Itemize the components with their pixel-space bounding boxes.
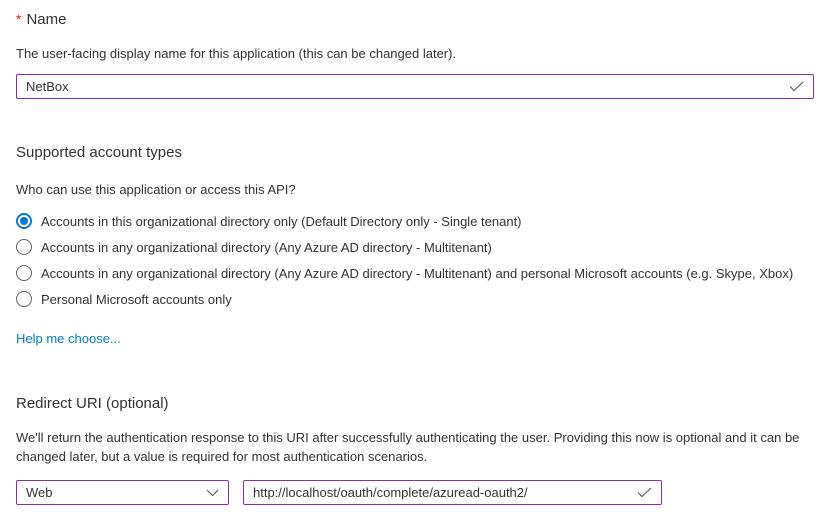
- radio-label: Accounts in this organizational directory only (Default Directory only - Single tenant): [41, 213, 522, 229]
- name-input[interactable]: [26, 79, 789, 94]
- help-me-choose-link[interactable]: Help me choose...: [16, 331, 121, 346]
- platform-select[interactable]: [16, 480, 229, 505]
- platform-select-value: Web: [26, 485, 53, 500]
- name-input-field[interactable]: [16, 74, 814, 99]
- radio-button[interactable]: [16, 239, 32, 255]
- redirect-uri-input-field[interactable]: [243, 480, 662, 505]
- radio-button[interactable]: [16, 291, 32, 307]
- radio-label: Accounts in any organizational directory (Any Azure AD directory - Multitenant) and personal Microsoft accounts (e.g. Skype, Xbox): [41, 265, 794, 281]
- chevron-down-icon: [206, 489, 219, 497]
- account-type-radio-group: [16, 208, 814, 312]
- radio-label: Personal Microsoft accounts only: [41, 291, 232, 307]
- name-section-title: [16, 10, 814, 29]
- radio-button[interactable]: [16, 265, 32, 281]
- redirect-uri-input[interactable]: [253, 485, 637, 500]
- required-asterisk: *: [16, 11, 22, 27]
- redirect-uri-section: [16, 394, 814, 505]
- name-description: The user-facing display name for this application (this can be changed later).: [16, 46, 457, 61]
- name-section: [16, 10, 814, 99]
- account-types-title: Supported account types: [16, 144, 182, 161]
- radio-option-single-tenant[interactable]: [16, 208, 814, 234]
- checkmark-icon: [637, 487, 652, 498]
- radio-label: Accounts in any organizational directory (Any Azure AD directory - Multitenant): [41, 239, 492, 255]
- redirect-uri-title: Redirect URI (optional): [16, 395, 169, 412]
- radio-option-multitenant[interactable]: [16, 234, 814, 260]
- redirect-uri-controls: [16, 480, 814, 505]
- radio-button[interactable]: [16, 213, 32, 229]
- radio-option-personal-only[interactable]: [16, 286, 814, 312]
- redirect-uri-description: We'll return the authentication response to this URI after successfully authenticating the user. Providing this now is optional and it can be changed later, but a value is required for most authentication scenarios.: [16, 430, 800, 464]
- account-types-section: [16, 143, 814, 348]
- checkmark-icon: [789, 81, 804, 92]
- name-title-text: Name: [26, 11, 67, 28]
- account-types-question: Who can use this application or access this API?: [16, 182, 296, 197]
- radio-option-multitenant-personal[interactable]: [16, 260, 814, 286]
